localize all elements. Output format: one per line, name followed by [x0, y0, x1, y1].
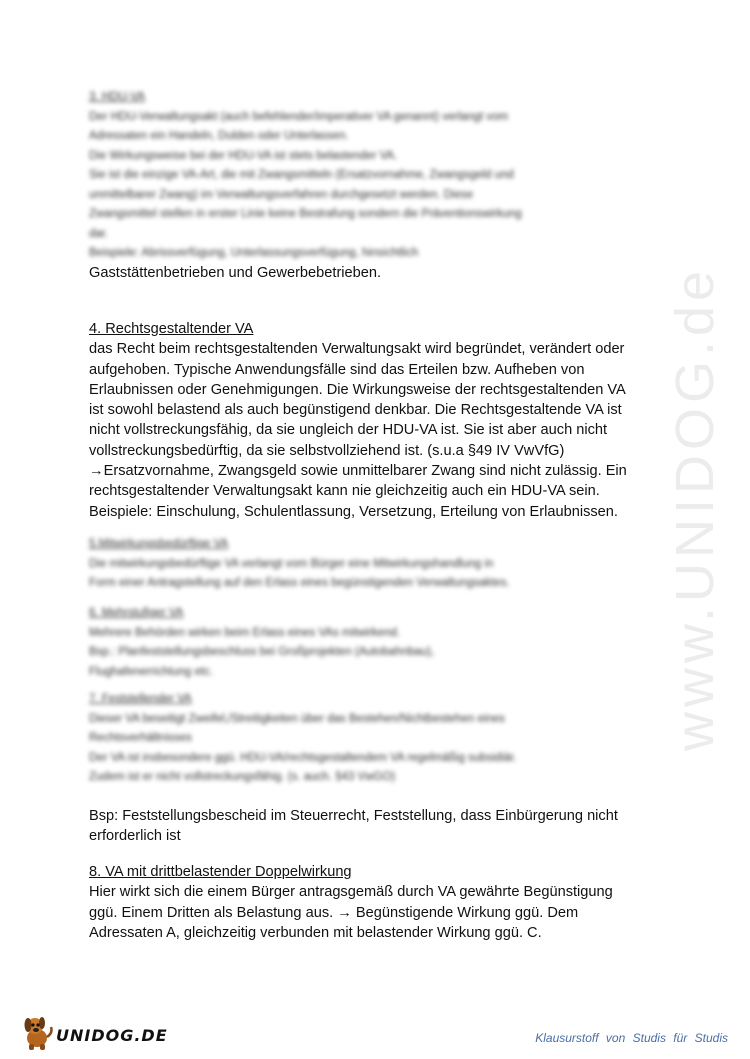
- section-6: [89, 604, 669, 682]
- section-4-line: Erlaubnissen oder Genehmigungen. Die Wirkungsweise der rechtsgestaltenden VA: [89, 381, 626, 398]
- section-8-line: Adressaten A, gleichzeitig verbunden mit belastender Wirkung ggü. C.: [89, 924, 542, 941]
- section-7: [89, 690, 669, 846]
- section-4-heading: 4. Rechtsgestaltender VA: [89, 321, 254, 337]
- section-7-line: Der VA ist insbesondere ggü. HDU-VA/rechtsgestaltendem VA regelmäßig subsidiär.: [89, 751, 517, 764]
- section-3-line: Sie ist die einzige VA-Art, die mit Zwangsmitteln (Ersatzvornahme, Zwangsgeld und: [89, 169, 514, 181]
- watermark-text: www.UNIDOG.de: [665, 265, 725, 751]
- section-5-heading: 5.Mitwirkungsbedürftige VA: [89, 538, 229, 550]
- section-3-line: Beispiele: Abrissverfügung, Unterlassungsverfügung, hinsichtlich: [89, 247, 419, 259]
- section-4-line: nicht vollstreckungsfähig, da sie ungleich der HDU-VA ist. Sie ist aber auch nicht: [89, 422, 608, 439]
- section-3-line: Die Wirkungsweise bei der HDU-VA ist stets belastender VA.: [89, 149, 398, 162]
- section-3: [89, 88, 669, 283]
- section-4-line: ist sowohl belastend als auch begünstigend denkbar. Die Rechtsgestaltende VA ist: [89, 402, 622, 419]
- section-3-clear-line: Gaststättenbetrieben und Gewerbebetrieben.: [89, 264, 382, 281]
- section-6-line: Bsp.: Planfeststellungsbeschluss bei Großprojekten (Autobahnbau),: [89, 646, 435, 658]
- footer-tagline: Klausurstoff von Studis für Studis: [535, 1031, 728, 1045]
- section-3-line: Zwangsmittel stellen in erster Linie keine Bestrafung sondern die Präventionswirkung: [89, 208, 522, 220]
- section-8-heading: 8. VA mit drittbelastender Doppelwirkung: [89, 864, 352, 880]
- section-7-example-line: erforderlich ist: [89, 827, 181, 844]
- section-8-line: ggü. Einem Dritten als Belastung aus. → Begünstigende Wirkung ggü. Dem: [89, 904, 579, 921]
- section-3-heading: 3. HDU-VA: [89, 91, 146, 103]
- section-7-example-line: Bsp: Feststellungsbescheid im Steuerrecht, Feststellung, dass Einbürgerung nicht: [89, 807, 618, 824]
- section-4-line: das Recht beim rechtsgestaltenden Verwaltungsakt wird begründet, verändert oder: [89, 341, 625, 358]
- section-4-line: Beispiele: Einschulung, Schulentlassung, Versetzung, Erteilung von Erlaubnissen.: [89, 503, 618, 520]
- section-6-heading: 6. Mehrstufiger VA: [89, 607, 184, 619]
- section-3-line: unmittelbarer Zwang) im Verwaltungsverfahren durchgesetzt werden. Diese: [89, 188, 474, 201]
- footer-logo-text: UNIDOG.DE: [56, 1025, 168, 1045]
- section-7-line: Zudem ist er nicht vollstreckungsfähig. (s. auch. §43 VwGO): [89, 771, 396, 783]
- section-4-line: →Ersatzvornahme, Zwangsgeld sowie unmittelbarer Zwang sind nicht zulässig. Ein: [89, 463, 627, 480]
- section-6-line: Mehrere Behörden wirken beim Erlass eines VAs mitwirkend.: [89, 626, 401, 639]
- section-5-line: Die mitwirkungsbedürftige VA verlangt vom Bürger eine Mitwirkungshandlung in: [89, 557, 494, 570]
- section-3-line: Adressaten ein Handeln, Dulden oder Unterlassen.: [89, 130, 349, 142]
- section-3-line: dar.: [89, 227, 109, 240]
- section-4-line: vollstreckungsbedürftig, da sie selbstvollziehend ist. (s.u.a §49 IV VwVfG): [89, 442, 565, 459]
- footer-logo[interactable]: [20, 1013, 168, 1051]
- section-3-line: Der HDU-Verwaltungsakt (auch befehlender/imperativer VA genannt) verlangt vom: [89, 110, 509, 123]
- section-8-line: Hier wirkt sich die einem Bürger antragsgemäß durch VA gewährte Begünstigung: [89, 884, 613, 901]
- section-4-line: rechtsgestaltender Verwaltungsakt kann nie gleichzeitig auch ein HDU-VA sein.: [89, 483, 600, 500]
- section-4: [89, 319, 669, 522]
- dog-mascot-icon: [20, 1013, 54, 1051]
- section-8: [89, 862, 669, 943]
- section-7-line: Dieser VA beseitigt Zweifel,/Streitigkeiten über das Bestehen/Nichtbestehen eines: [89, 712, 505, 725]
- section-5-line: Form einer Antragstellung auf den Erlass eines begünstigenden Verwaltungsaktes.: [89, 577, 510, 589]
- section-7-line: Rechtsverhältnisses: [89, 732, 192, 744]
- section-7-heading: 7. Feststellender VA: [89, 693, 192, 705]
- section-6-line: Flughafenerrichtung etc.: [89, 665, 214, 678]
- section-4-line: aufgehoben. Typische Anwendungsfälle sind das Erteilen bzw. Aufheben von: [89, 361, 585, 378]
- section-5: [89, 535, 669, 594]
